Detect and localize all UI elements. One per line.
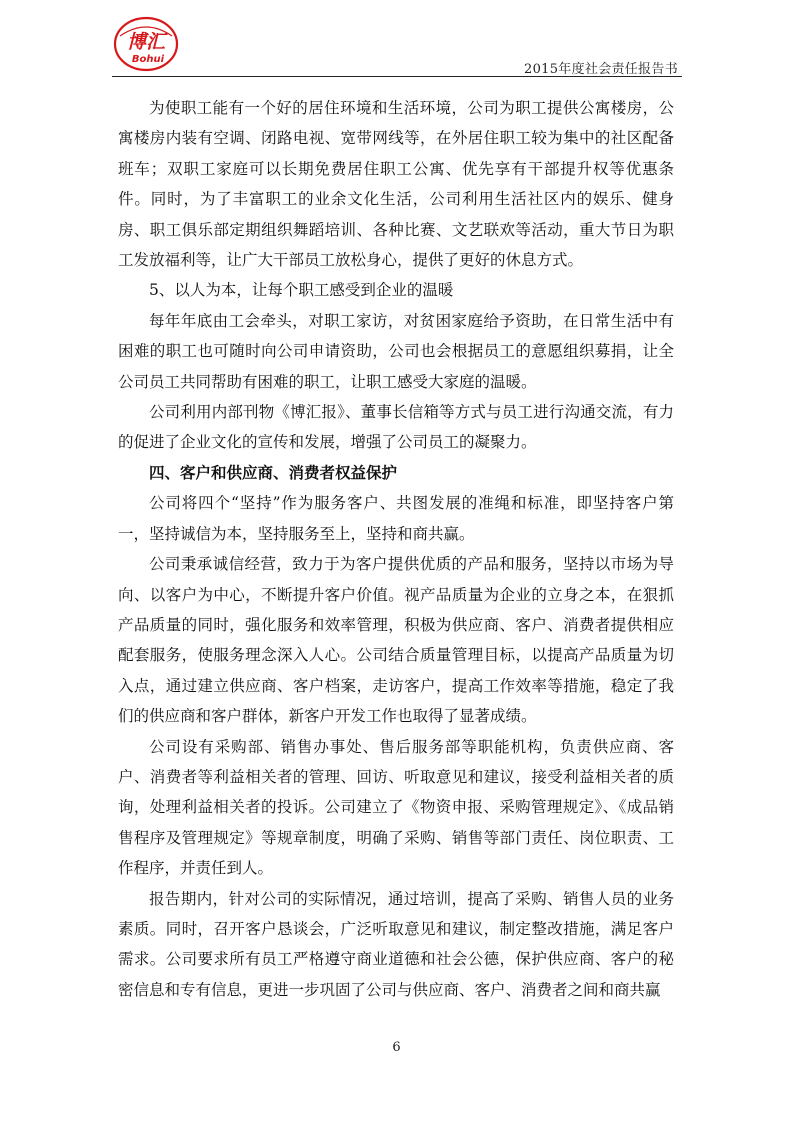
logo-text-en: Bohui <box>131 54 165 65</box>
body-paragraph: 公司设有采购部、销售办事处、售后服务部等职能机构，负责供应商、客户、消费者等利益相关者的管理、回访、听取意见和建议，接受利益相关者的质询，处理利益相关者的投诉。公司建立了《物资申报、采购管理规定》、《成品销售程序及管理规定》等规章制度，明确了采购、销售等部门责任、岗位职责、工作程序，并责任到人。 <box>118 737 674 878</box>
body-paragraph: 为使职工能有一个好的居住环境和生活环境，公司为职工提供公寓楼房，公寓楼房内装有空调、闭路电视、宽带网线等，在外居住职工较为集中的社区配备班车；双职工家庭可以长期免费居住职工公寓、优先享有干部提升权等优惠条件。同时，为了丰富职工的业余文化生活，公司利用生活社区内的娱乐、健身房、职工俱乐部定期组织舞蹈培训、各种比赛、文艺联欢等活动，重大节日为职工发放福利等，让广大干部员工放松身心，提供了更好的休息方式。 <box>118 99 674 270</box>
body-paragraph: 公司秉承诚信经营，致力于为客户提供优质的产品和服务，坚持以市场为导向、以客户为中心，不断提升客户价值。视产品质量为企业的立身之本，在狠抓产品质量的同时，强化服务和效率管理，积极为供应商、客户、消费者提供相应配套服务，使服务理念深入人心。公司结合质量管理目标，以提高产品质量为切入点，通过建立供应商、客户档案，走访客户，提高工作效率等措施，稳定了我们的供应商和客户群体，新客户开发工作也取得了显著成绩。 <box>118 555 674 726</box>
header-divider <box>112 76 682 77</box>
page-header <box>112 14 682 76</box>
report-title: 2015年度社会责任报告书 <box>524 62 678 77</box>
body-paragraph: 5、以人为本，让每个职工感受到企业的温暖 <box>149 281 454 300</box>
body-paragraph: 报告期内，针对公司的实际情况，通过培训，提高了采购、销售人员的业务素质。同时，召开客户恳谈会，广泛听取意见和建议，制定整改措施，满足客户需求。公司要求所有员工严格遵守商业道德和社会公德，保护供应商、客户的秘密信息和专有信息，更进一步巩固了公司与供应商、客户、消费者之间和商共赢 <box>118 889 674 999</box>
body-paragraph: 每年年底由工会牵头，对职工家访，对贫困家庭给予资助，在日常生活中有困难的职工也可随时向公司申请资助，公司也会根据员工的意愿组织募捐，让全公司员工共同帮助有困难的职工，让职工感受大家庭的温暖。 <box>118 311 674 391</box>
body-paragraph: 公司利用内部刊物《博汇报》、董事长信箱等方式与员工进行沟通交流，有力的促进了企业文化的宣传和发展，增强了公司员工的凝聚力。 <box>118 403 674 452</box>
page-number: 6 <box>392 1040 401 1055</box>
report-body <box>118 93 674 1005</box>
body-paragraph: 公司将四个“坚持”作为服务客户、共图发展的准绳和标准，即坚持客户第一，坚持诚信为本，坚持服务至上，坚持和商共赢。 <box>118 494 674 543</box>
bohui-logo <box>112 14 180 74</box>
section-heading: 四、客户和供应商、消费者权益保护 <box>149 463 398 482</box>
logo-text-cn: 博汇 <box>126 31 166 53</box>
